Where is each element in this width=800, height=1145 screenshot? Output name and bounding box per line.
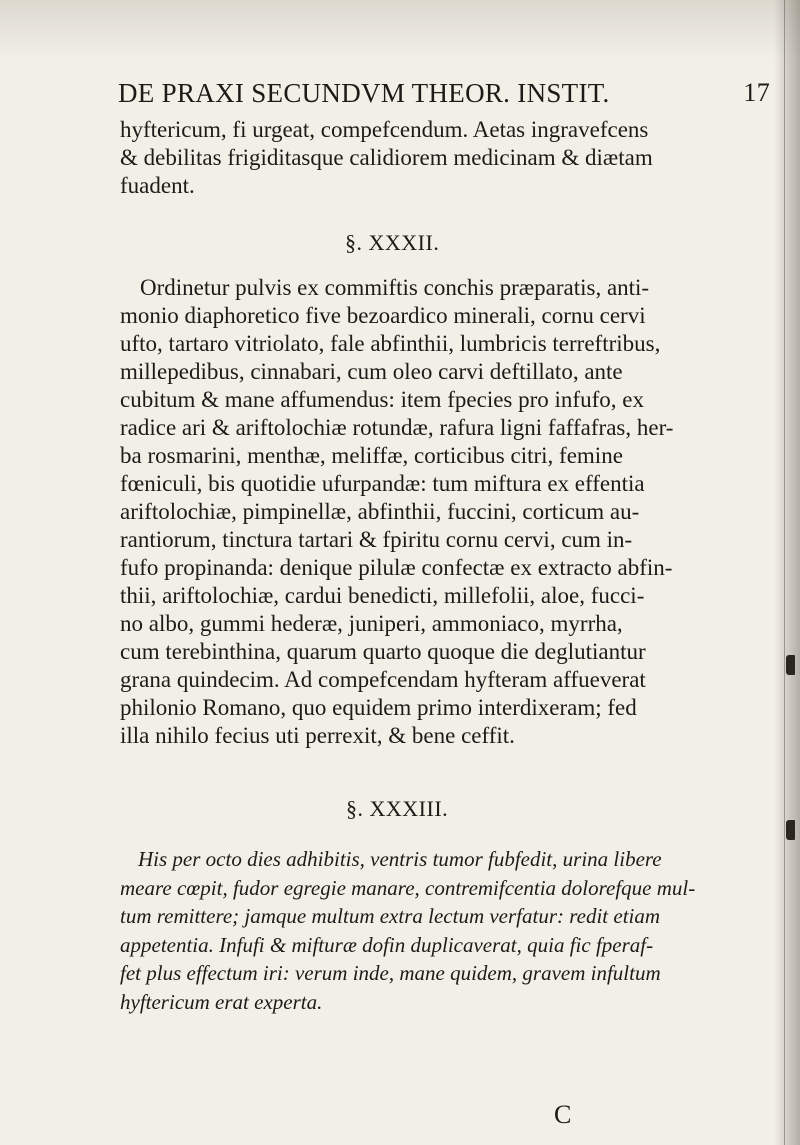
section-heading-xxxiii: §. XXXIII. xyxy=(346,796,449,821)
text-line: cum terebinthina, quarum quarto quoque die deglutiantur xyxy=(120,639,646,664)
text-line: monio diaphoretico five bezoardico minerali, cornu cervi xyxy=(120,303,646,328)
text-line: millepedibus, cinnabari, cum oleo carvi deftillato, ante xyxy=(120,359,623,384)
page-shadow-top xyxy=(0,0,800,60)
text-line: ariftolochiæ, pimpinellæ, abfinthii, fuccini, corticum au- xyxy=(120,499,640,524)
page-number: 17 xyxy=(743,78,770,107)
text-line: hyftericum erat experta. xyxy=(120,989,323,1014)
text-line: ba rosmarini, menthæ, meliffæ, corticibus citri, femine xyxy=(120,443,623,468)
intro-paragraph xyxy=(120,116,653,200)
text-line: tum remittere; jamque multum extra lectum verfatur: redit etiam xyxy=(120,904,661,928)
text-line: ufto, tartaro vitriolato, fale abfinthii, lumbricis terreftribus, xyxy=(120,331,661,356)
text-line: radice ari & ariftolochiæ rotundæ, rafura ligni faffafras, her- xyxy=(120,415,674,440)
text-line: appetentia. Infufi & mifturæ dofin duplicaverat, quia fic fperaf- xyxy=(120,932,654,957)
text-line: cubitum & mane affumendus: item fpecies pro infufo, ex xyxy=(120,387,644,412)
text-line: meare cœpit, fudor egregie manare, contremifcentia dolorefque mul- xyxy=(120,875,696,900)
margin-ink-mark xyxy=(786,655,795,675)
signature-mark: C xyxy=(554,1100,572,1129)
running-head xyxy=(118,78,778,109)
page-edge-line xyxy=(784,0,785,1145)
text-line: fœniculi, bis quotidie ufurpandæ: tum miftura ex effentia xyxy=(120,471,645,496)
text-line: Ordinetur pulvis ex commiftis conchis præparatis, anti- xyxy=(140,275,650,300)
section-xxxiii-paragraph xyxy=(120,845,695,1016)
text-line: & debilitas frigiditasque calidiorem medicinam & diætam xyxy=(120,145,653,170)
text-line: thii, ariftolochiæ, cardui benedicti, millefolii, aloe, fucci- xyxy=(120,583,645,608)
text-line: fufo propinanda: denique pilulæ confectæ ex extracto abfin- xyxy=(120,555,673,580)
text-line: His per octo dies adhibitis, ventris tumor fubfedit, urina libere xyxy=(138,847,662,871)
margin-ink-mark xyxy=(786,820,795,840)
text-line: rantiorum, tinctura tartari & fpiritu cornu cervi, cum in- xyxy=(120,527,633,552)
text-line: no albo, gummi hederæ, juniperi, ammoniaco, myrrha, xyxy=(120,611,623,636)
section-xxxii-paragraph xyxy=(120,274,673,750)
text-line: fet plus effectum iri: verum inde, mane quidem, gravem infultum xyxy=(120,961,661,985)
text-line: philonio Romano, quo equidem primo interdixeram; fed xyxy=(120,695,637,720)
section-heading-xxxii: §. XXXII. xyxy=(345,230,440,255)
page-gutter-shadow xyxy=(774,0,800,1145)
text-line: illa nihilo fecius uti perrexit, & bene ceffit. xyxy=(120,723,515,748)
text-line: grana quindecim. Ad compefcendam hyfteram affueverat xyxy=(120,667,646,692)
running-title: DE PRAXI SECUNDVM THEOR. INSTIT. xyxy=(118,78,610,108)
text-line: fuadent. xyxy=(120,173,195,198)
text-line: hyftericum, fi urgeat, compefcendum. Aetas ingravefcens xyxy=(120,117,649,142)
